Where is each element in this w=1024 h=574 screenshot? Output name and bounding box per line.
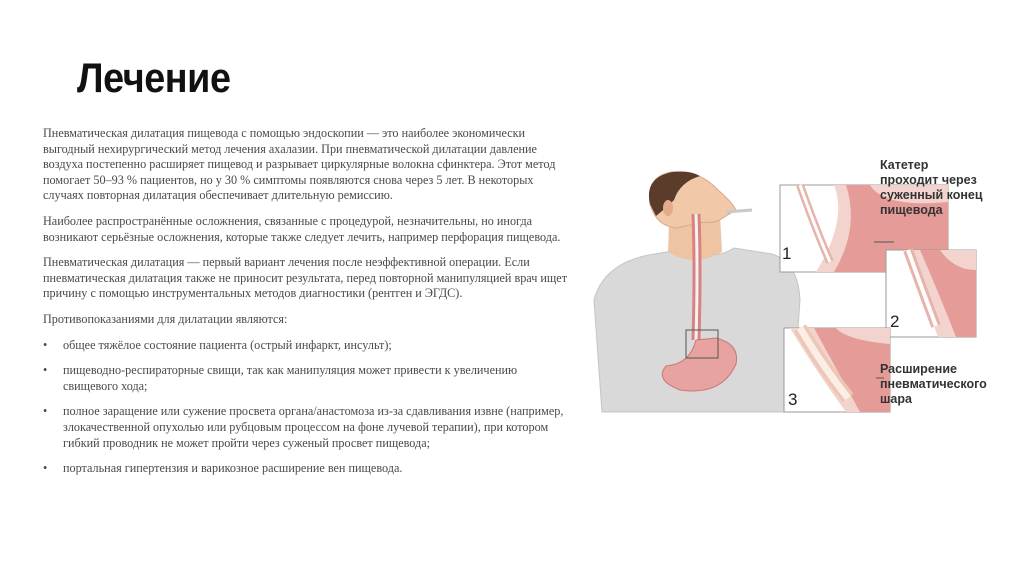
scope-tube: [726, 210, 752, 212]
dilation-illustration: [584, 150, 1014, 420]
paragraph: Пневматическая дилатация — первый вариант лечения после неэффективной операции. Если пневматическая дилатация также не приносит результата, перед повторной манипуляцией врач ищет причину с помощью инструментальных методов диагностики (рентген и ЭГДС).: [43, 255, 568, 301]
bullet: •: [43, 337, 48, 352]
catheter-label: Катетер проходит через суженный конец пищевода: [880, 158, 983, 217]
bullet: •: [43, 461, 48, 476]
list-item: [43, 404, 568, 451]
list-item: [43, 338, 568, 354]
step-1-number: 1: [782, 244, 792, 263]
paragraph: Пневматическая дилатация пищевода с помощью эндоскопии — это наиболее экономически выгодный нехирургический метод лечения ахалазии. При пневматической дилатации давление воздуха постепенно расширяет пищевод и разрывает циркулярные волокна сфинктера. Этот метод помогает 50–93 % пациентов, но у 30 % симптомы появляются снова через 5 лет. В некоторых случаях повторная дилатация обеспечивает длительную ремиссию.: [43, 126, 556, 203]
list-item-text: портальная гипертензия и варикозное расширение вен пищевода.: [63, 461, 403, 476]
balloon-label: Расширение пневматического шара: [880, 362, 987, 406]
paragraph: Наиболее распространённые осложнения, связанные с процедурой, незначительны, но иногда возникают серьёзные осложнения, которые также следует лечить, например перфорация пищевода.: [43, 213, 561, 244]
list-item-text: общее тяжёлое состояние пациента (острый инфаркт, инсульт);: [63, 337, 392, 352]
step-3-number: 3: [788, 390, 798, 409]
slide-title: Лечение: [77, 54, 231, 101]
ear: [663, 200, 673, 216]
bullet: •: [43, 363, 48, 378]
list-item-text: полное заращение или сужение просвета органа/анастомоза из-за сдавливания извне (например, злокачественной опухолью или рубцовым процессом на фоне лучевой терапии), при котором гибкий проводник не может пройти через суженый просвет пищевода;: [63, 404, 564, 450]
paragraph: Противопоказаниями для дилатации являются:: [43, 311, 288, 326]
list-item: [43, 461, 568, 477]
contraindications-list: [43, 338, 568, 477]
list-item-text: пищеводно-респираторные свищи, так как манипуляция может привести к увеличению свищевого хода;: [63, 363, 518, 393]
list-item: [43, 363, 568, 394]
body-text: [43, 126, 568, 487]
step-2-number: 2: [890, 312, 900, 331]
bullet: •: [43, 404, 48, 419]
